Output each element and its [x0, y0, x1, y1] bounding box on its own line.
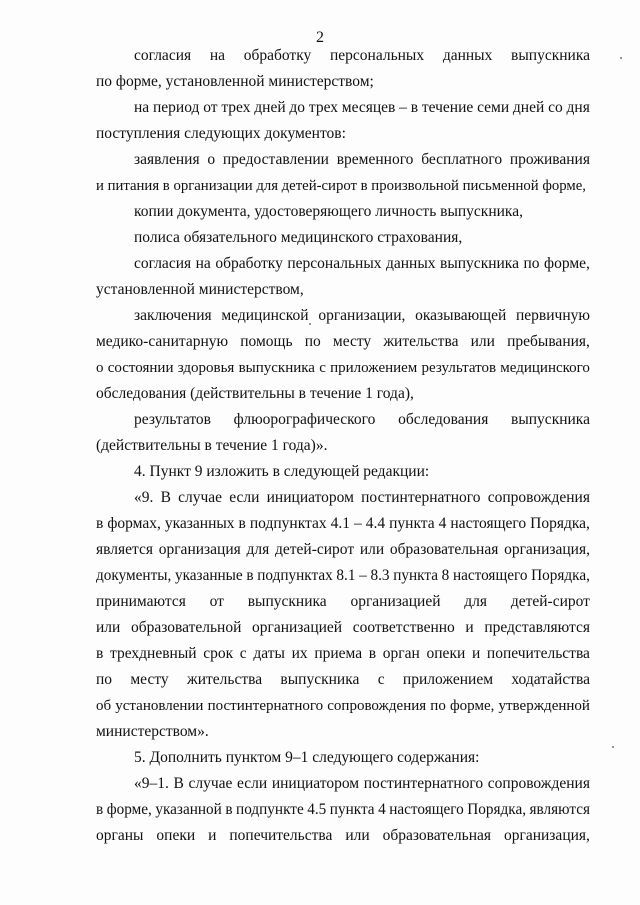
- text-line: министерством».: [96, 723, 209, 740]
- text-line: на период от трех дней до трех месяцев – в течение семи дней со дня: [134, 99, 590, 116]
- text-line: согласия на обработку персональных данных выпускника: [134, 47, 590, 64]
- text-line: медико-санитарную помощь по месту жительства или пребывания,: [96, 333, 590, 350]
- page-number: 2: [316, 29, 324, 46]
- text-line: является организация для детей-сирот или образовательная организация,: [96, 541, 590, 558]
- text-line: поступления следующих документов:: [96, 125, 346, 142]
- text-line: об установлении постинтернатного сопровождения по форме, утвержденной: [96, 698, 590, 714]
- text-line: заявления о предоставлении временного бесплатного проживания: [134, 151, 590, 168]
- text-line: по форме, установленной министерством;: [96, 73, 374, 90]
- text-line: 4. Пункт 9 изложить в следующей редакции:: [134, 463, 430, 480]
- text-line: «9. В случае если инициатором постинтернатного сопровождения: [134, 489, 590, 506]
- text-line: «9–1. В случае если инициатором постинтернатного сопровождения: [134, 775, 590, 792]
- text-line: о состоянии здоровья выпускника с приложением результатов медицинского: [96, 360, 590, 376]
- text-line: обследования (действительны в течение 1 года),: [96, 385, 414, 402]
- text-line: принимаются от выпускника организацией для детей-сирот: [96, 593, 590, 610]
- text-line: документы, указанные в подпунктах 8.1 – 8.3 пункта 8 настоящего Порядка,: [96, 567, 590, 584]
- text-line: или образовательной организацией соответственно и представляются: [96, 619, 590, 636]
- text-line: копии документа, удостоверяющего личность выпускника,: [134, 203, 523, 220]
- scan-speck: [612, 746, 614, 748]
- scan-speck: [620, 57, 622, 59]
- text-line: установленной министерством,: [96, 281, 304, 298]
- text-line: результатов флюорографического обследования выпускника: [134, 411, 590, 428]
- text-line: заключения медицинской организации, оказывающей первичную: [134, 307, 590, 324]
- text-line: по месту жительства выпускника с приложением ходатайства: [96, 671, 590, 688]
- document-body: [96, 43, 590, 849]
- text-line: в форме, указанной в подпункте 4.5 пункта 4 настоящего Порядка, являются: [96, 801, 590, 818]
- text-line: в формах, указанных в подпунктах 4.1 – 4.4 пункта 4 настоящего Порядка,: [96, 515, 590, 532]
- text-line: (действительны в течение 1 года)».: [96, 437, 328, 454]
- scan-speck: [309, 323, 311, 325]
- text-line: согласия на обработку персональных данных выпускника по форме,: [134, 255, 590, 272]
- text-line: полиса обязательного медицинского страхования,: [134, 229, 463, 246]
- text-line: и питания в организации для детей-сирот в произвольной письменной форме,: [96, 178, 586, 194]
- text-line: в трехдневный срок с даты их приема в орган опеки и попечительства: [96, 645, 590, 662]
- text-line: органы опеки и попечительства или образовательная организация,: [96, 827, 590, 844]
- text-line: 5. Дополнить пунктом 9–1 следующего содержания:: [134, 749, 480, 766]
